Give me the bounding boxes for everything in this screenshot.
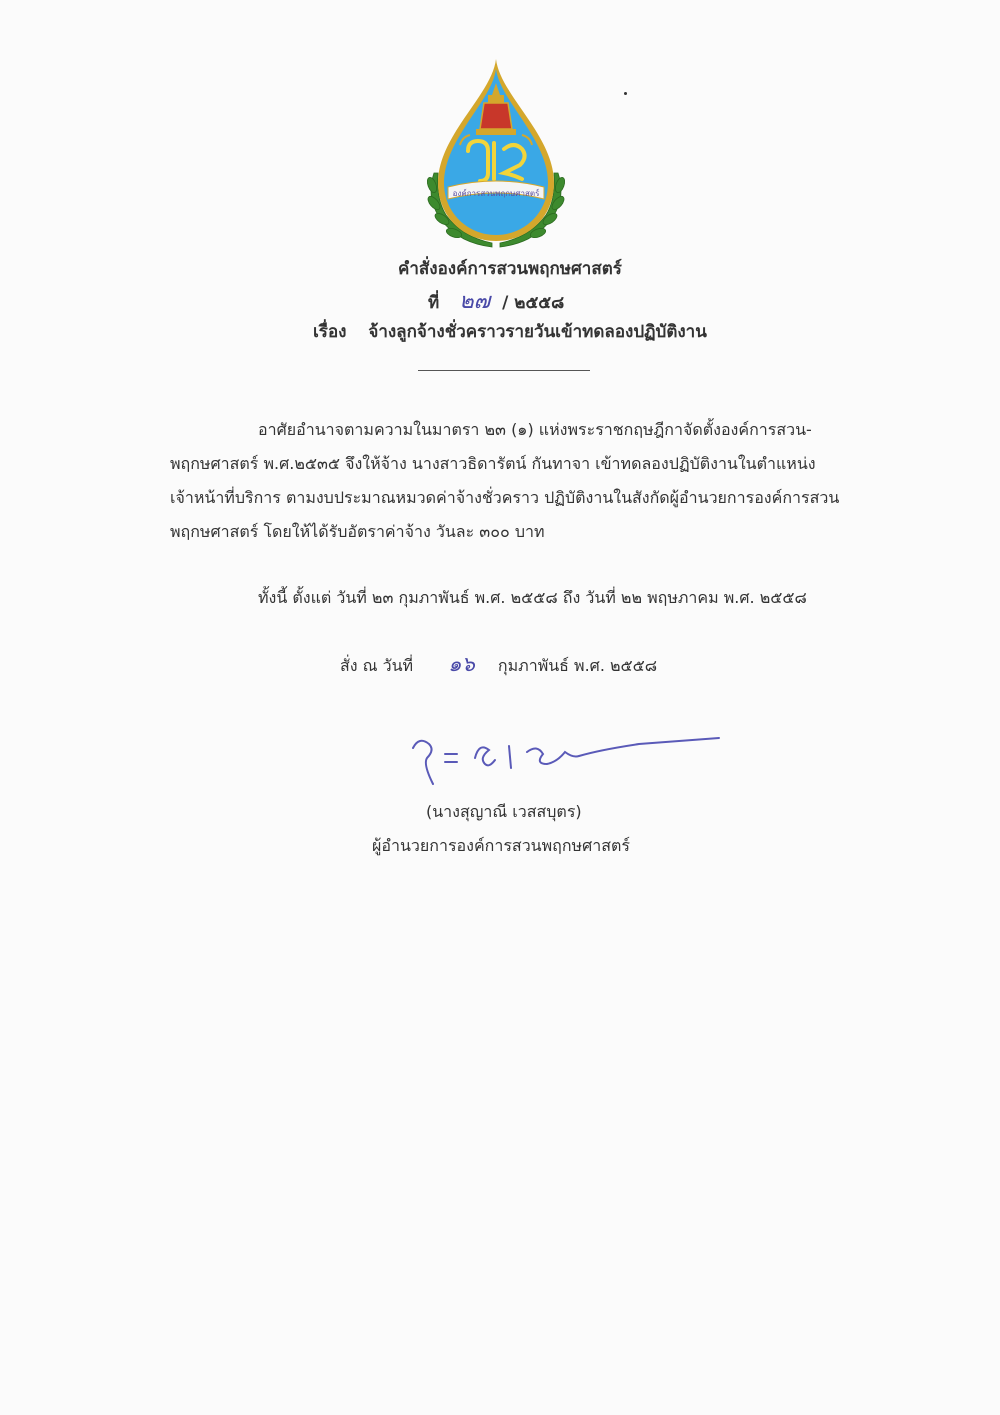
order-number-suffix: / ๒๕๕๘ [502,293,565,313]
organization-logo-icon [422,55,570,255]
order-date-rest: กุมภาพันธ์ พ.ศ. ๒๕๕๘ [497,656,658,675]
signatory-name: (นางสุญาณี เวสสบุตร) [426,802,582,821]
body-line-2: พฤกษศาสตร์ พ.ศ.๒๕๓๕ จึงให้จ้าง นางสาวธิดารัตน์ กันทาจา เข้าทดลองปฏิบัติงานในตำแหน่ง [170,454,816,473]
order-number-handwritten: ๒๗ [459,289,491,314]
order-number-prefix: ที่ [428,293,440,313]
body-line-1: อาศัยอำนาจตามความในมาตรา ๒๓ (๑) แห่งพระราชกฤษฎีกาจัดตั้งองค์การสวน- [258,420,812,439]
header-divider [418,370,590,371]
period-line: ทั้งนี้ ตั้งแต่ วันที่ ๒๓ กุมภาพันธ์ พ.ศ. ๒๕๕๘ ถึง วันที่ ๒๒ พฤษภาคม พ.ศ. ๒๕๕๘ [258,588,807,607]
logo-ribbon-text: องค์การสวนพฤกษศาสตร์ [452,189,540,198]
subject-line [313,318,707,345]
signatory-title: ผู้อำนวยการองค์การสวนพฤกษศาสตร์ [372,836,630,855]
body-line-4: พฤกษศาสตร์ โดยให้ได้รับอัตราค่าจ้าง วันละ ๓๐๐ บาท [170,522,545,541]
ink-speck [624,92,627,95]
subject-label: เรื่อง [313,322,347,342]
signature-icon [405,730,740,788]
order-date-prefix: สั่ง ณ วันที่ [340,656,414,675]
order-date-day-handwritten: ๑๖ [448,652,475,676]
order-title: คำสั่งองค์การสวนพฤกษศาสตร์ [398,259,622,279]
order-date-line [340,648,657,681]
body-line-3: เจ้าหน้าที่บริการ ตามงบประมาณหมวดค่าจ้างชั่วคราว ปฏิบัติงานในสังกัดผู้อำนวยการองค์การสวน [170,488,840,507]
subject-text: จ้างลูกจ้างชั่วคราวรายวันเข้าทดลองปฏิบัติงาน [368,322,707,342]
order-number-line [428,283,564,318]
